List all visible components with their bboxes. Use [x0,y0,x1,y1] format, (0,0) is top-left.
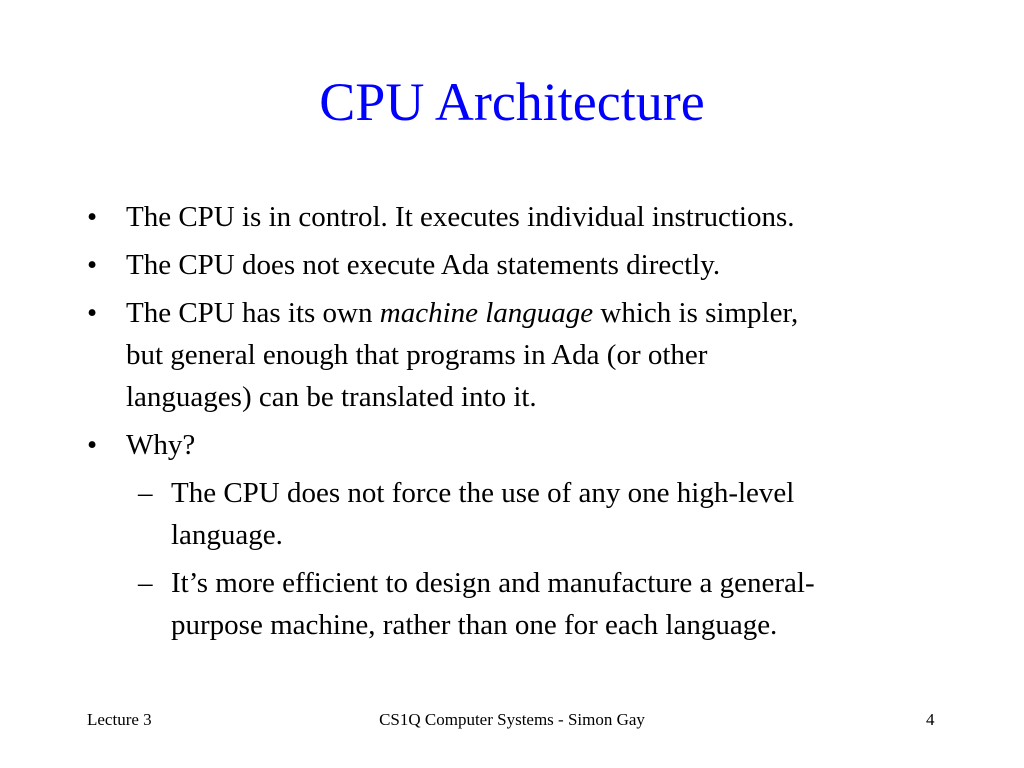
bullet-marker: • [87,429,98,461]
bullet-text: The CPU is in control. It executes individual instructions. [126,201,795,233]
bullet-text: The CPU does not execute Ada statements directly. [126,249,721,281]
sub-bullet-item [0,562,1024,646]
bullet-marker: • [87,297,98,329]
bullet-text-line: languages) can be translated into it. [126,381,537,413]
bullet-item [0,244,1024,286]
footer-page-number: 4 [926,710,935,729]
dash-marker: – [138,477,153,509]
bullet-text-line [126,292,1024,334]
bullet-marker: • [87,201,98,233]
dash-marker: – [138,567,153,599]
bullet-text: Why? [126,429,196,461]
footer-course-title: CS1Q Computer Systems - Simon Gay [379,710,645,729]
bullet-item [0,424,1024,466]
sub-bullet-text-line: purpose machine, rather than one for each language. [171,609,778,641]
bullet-list [0,196,1024,652]
emphasized-term: machine language [379,297,594,329]
bullet-text-line: but general enough that programs in Ada (or other [126,339,708,371]
bullet-item [0,196,1024,238]
sub-bullet-text-line: It’s more efficient to design and manufacture a general- [171,567,815,599]
sub-bullet-item [0,472,1024,556]
bullet-text-segment: The CPU has its own [126,297,380,329]
footer-lecture-label: Lecture 3 [87,710,152,729]
bullet-marker: • [87,249,98,281]
sub-bullet-text-line: language. [171,519,283,551]
sub-bullet-text-line: The CPU does not force the use of any one high-level [171,477,795,509]
slide-title: CPU Architecture [319,72,705,132]
bullet-item [0,292,1024,418]
bullet-text-segment: which is simpler, [593,297,799,329]
